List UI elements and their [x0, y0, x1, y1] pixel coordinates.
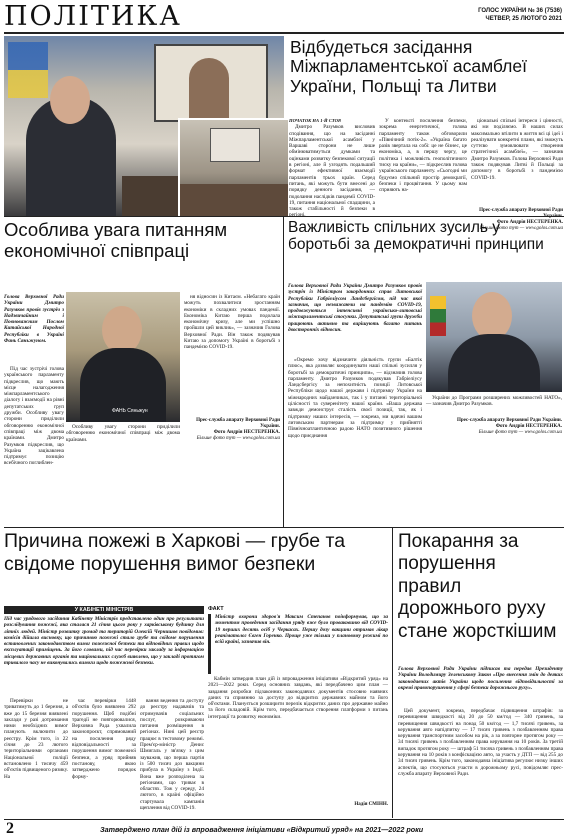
speaker-head [50, 76, 90, 124]
masthead-rule [4, 32, 564, 34]
a1-text-1: Дмитро Разумков висловив сподівання, що на засіданні Міжпарламентської асамблеї у Варшаві сторони не лише обмінюватимуться думками та оцінками розвитку безпекової ситуації в регіоні, але й узгодять подальший формат ефективної взаємодії парламентів трьох країн. Серед питань, які можуть бути внесені до порядку денного засідання, — подолання наслідків пандемії COVID-19, питання національної спадщини, а також стабільності й безпеки в [289, 124, 375, 213]
a3-text-right: України до Програми розширених можливостей НАТО», — зазначив Дмитро Разумков. [426, 395, 562, 408]
meeting-screen [210, 128, 260, 162]
minister-head [472, 292, 512, 340]
footer-headline: Затверджено план дій із впровадження ініціативи «Відкритий уряд» на 2021—2022 роки [100, 825, 424, 834]
a5-text: Цей документ, зокрема, передбачає підвищення штрафів: за перевищення швидкості від 20 до 50 км/год — 340 гривень, за перевищення швидкості на понад 50 км/год — 1,7 тисячі гривень, за керування авто напідпитку — 17 тисяч гривень з позбавленням права керування транспортним засобом на рік, а за повторне протягом року — 34 тисячі гривень з позбавленням права керування на 10 років. За третій випадок протягом року — штраф 51 тисяча гривень з позбавленням права керування на 10 років з конфіскацією авто, за участь у ДТП — від 255 до 34 тисяч гривень. Крім того, законодавча ініціатива регулює низку інших аспектів, що стосуються участи в дорожньому русі, повідомляє прес-служба апарату Верховної Ради. [398, 708, 563, 777]
screen-person [189, 58, 229, 118]
flag-left [430, 296, 446, 336]
ambassador-label: ФАНЬ Сяньжун [112, 408, 148, 414]
fact-signature: Надія СМІНН. [354, 802, 388, 807]
a2-text-1b: Особливу увагу сторони приділили обговоренню економічної співпраці між двома країнами. [66, 424, 180, 443]
a5-lead: Голова Верховної Ради України підписав та передав Президенту України Володимиру Зеленському Закон «Про внесення змін до деяких законодавчих актів України щодо посилення відповідальності за окремі правопорушення у сфері безпеки дорожнього руху». [398, 666, 563, 691]
a1-text-2: У контексті посилення безпеки, зокрема енергетичної, голова парламенту також обговорили «Північний потік-2». «Україна багато разів звертала на собі: це не бізнес, це економіка, а, в першу чергу, це політика і можливість геополітичного тиску на країни», — підкреслив голова українського парламенту. «Сьогодні ми будуємо спільний простір демократії, безпеки і процвітання. У цьому нам сприяють на- [379, 118, 467, 194]
ambassador-head [102, 306, 142, 354]
a3-signature: Прес-служба апарату Верховної Ради України. Фото Андрія НЕСТЕРЕНКА. Більше фото тут — www.golos.com.ua [457, 418, 562, 435]
a1-text-3: ціональні спільні інтереси і цінності, які ми поділяємо. В наших силах максимально втілити в життя всі ці ідеї і реалізувати конкретні плани, які зможуть суттєво зумовлювати створення стратегічної асамблеї», — зазначив Дмитро Разумков. Голова Верховної Ради також подякував Литві й Польщі за допомогу в боротьбі з пандемією COVID-19. [471, 118, 563, 181]
footer-rule [4, 819, 564, 820]
a1-column-3 [471, 118, 563, 206]
rubric-cabinet: У КАБІНЕТІ МІНІСТРІВ [4, 606, 204, 614]
divider-bottom [392, 528, 393, 818]
a4-column-1 [4, 698, 68, 798]
a2-column-2 [184, 294, 280, 414]
minister-photo [426, 282, 562, 392]
fact-box [208, 614, 388, 674]
headline-session: Відбудеться засідання Міжпарламентської асамблеї України, Польщі та Литви [290, 37, 527, 96]
fact-label: ФАКТ [208, 606, 224, 612]
flag-shape [8, 42, 48, 98]
headline-traffic: Покарання за порушення правил дорожнього руху стане жорсткішим [398, 531, 557, 642]
a2-column-1 [4, 366, 64, 476]
rule-1 [4, 216, 564, 217]
a4-text-2: час перевірки 1448 об'єктів було виявлено 292 порушення. Щоб подібні трагедії не повторювалися, Верховна Рада ухвалила законопроєкт, спрямований на посилення ряду відповідальності за порушення вимог пожежної безпеки, а уряд прийняв постанову, якою затверджено порядок форму- [72, 698, 136, 780]
ambassador-photo [66, 292, 180, 422]
a4-column-3 [140, 698, 204, 812]
a2-lead: Голова Верховної Ради України Дмитро Разумков провів зустріч з Надзвичайним і Повноважним Послом Китайської Народної Республіки в Україні Фань Сяньжуном. [4, 294, 64, 345]
headline-economy: Особлива увага питанням економічної співпраці [4, 219, 228, 262]
divider-mid [283, 217, 284, 527]
rule-2 [4, 527, 564, 528]
a4-lead: Під час урядового засідання Кабінету Міністрів представлено один про результати розслідування пожежі, яка сталася 21 січня цього року у харківському будинку для літніх людей. Міністр розвитку громад та територій Олексій Чернишов повідомив: комісія дійшла висновку, що причиною пожежі стало грубе та свідоме порушення встановлених законодавством вимог пожежної безпеки та відповідних правил щодо експлуатації приміщень. За його словами, під час перевірки закладу за інформацією місцевих державних органів та національних служб виявлено, що у закладі протягом тривалого часу не виконувались вимоги щодо пожежної безпеки. [4, 616, 204, 667]
a4-column-2 [72, 698, 136, 798]
a2-column-1b [66, 424, 180, 480]
fact-text: Міністр охорони здоров'я Максим Степанов поінформував, що за моментом проведення засідання уряду вже було проваковиню від COVID-19 перших десять осіб у Черкасах. Першу дозу вакцини отримав лікар реаніматолог Євген Горенко. Проще уже тільки у плановому режимі по всій країні, зазначив він. [215, 614, 388, 646]
a5-column [398, 708, 563, 818]
a3-right [426, 395, 562, 419]
a4-text-3: вання ведення та доступу до реєстру надавачів та отримувачів соціальних послуг, розкриваючи питання розміщення в регіонах. Нині цей реєстр працює в тестовому режимі. Прем'єр-міністр Денис Шмигаль у зв'язку з цим зауважив, що перша партія із 500 тисяч доз вакцини прибула в Україну з Індії. Вона вже розподілена за регіонами, що триває в областях. Тож у середу, 24 лютого, в країні офіційно стартувала кампанія щеплення від COVID-19. [140, 698, 204, 812]
a2-signature: Прес-служба апарату Верховної Ради України. Фото Андрія НЕСТЕРЕНКА. Більше фото тут — www.golos.com.ua [196, 418, 280, 441]
a3-lead: Голова Верховної Ради України Дмитро Разумков провів зустріч із Міністром закордонних справ Литовської Республіки Габріеліусом Ландсбергісом, під час якої зазначив, що незважаючи на пандемію COVID-19, продовжуються інтенсивні українсько-литовські міжпарламентські стосунки. Депутатські групи дружби працюють активно та вирішують багато питань двосторонніх відносин. [288, 283, 422, 334]
a2-text-2: ня відносин із Китаєм. «Небагато країн можуть похвалитися зростанням економіки в складних умовах пандемії. Економіка Китаю перша подолала економічну кризу, але ми успішно пройшли цей виклик», — зазначив Голова Верховної Ради. Він також подякував Китаю за допомогу Україні в боротьбі з пандемією COVID-19. [184, 294, 280, 351]
page-number: 2 [6, 820, 14, 837]
meeting-table [180, 184, 288, 216]
fact-col-text: Кабмін затвердив план дій із впровадження ініціативи «Відкритий уряд» на 2021—2022 роки. Серед основних завдань, які передбачено цим план — завдання розробки підзаконних законодавчих документів стосовно наявних даних та сприянню за доступу до відкритих державних майном та його об'єктами. Планується розширити перелік відкритих даних про державне майно та його складовій. Крім того, передбачається створення платформи з питань інтеграції та розвитку економіки. [208, 676, 388, 720]
a4-text-1: Перевірки не триватимуть до 1 березня, а вже до 15 березня виявлені заклади у разі дотримання ними необхідних вимог планують включити до реєстру. Крім того, із 22 січня до 23 лютого територіальними органами Національної поліції встановлено 1 тисячу 459 об'єктів підвищеного ризику. На [4, 698, 68, 780]
paper-date: ЧЕТВЕР, 25 ЛЮТОГО 2021 [485, 16, 562, 22]
a2-text-1: Під час зустрічі голова українського парламенту підкреслив, що мають місце налагодження міжпарламентського діалогу і взаємодії на рівні депутатських груп дружби. Особливу увагу сторони приділили обговоренню економічної співпраці між двома країнами. Дмитро Разумков підкреслив, що Україна зацікавлена підтримує позицію всебічного поглиблен- [4, 366, 64, 467]
headline-kharkiv: Причина пожежі в Харкові — грубе та свідоме порушення вимог безпеки [4, 530, 346, 575]
minister-suit [448, 334, 540, 392]
section-title: ПОЛІТИКА [4, 1, 182, 32]
paper-issue: ГОЛОС УКРАЇНИ № 36 (7536) [478, 8, 562, 14]
a3-text: «Окремо хочу відзначити діяльність групи «Балтік плюс», яка дозволяє координувати наші спільні зусилля у боротьбі за демократичні принципи», — відзначив голова парламенту. Дмитро Разумков подякував Габріеліусу Ландсбергісу за непохитність позиції Литовської Республіки щодо нашої держави і підтримку України на міжнародних майданчиках, так і у питанні територіальної цілісності та суверенітету нашої країни. «Ваша держава завжди демонструє сталість своєї позиції, так, як і підтримку наших інтересів, — зокрема, ми вдячні вашим литовським партнерам за підтримку у прийнятті Північноатлантичною радою НАТО позитивного рішення щодо приєднання [288, 357, 422, 439]
fact-column [208, 676, 388, 800]
a1-signature: Прес-служба апарату Верховної Ради Фото Андрія НЕСТЕРЕНКА. Більше фото тут — www.golos.com.ua [479, 208, 563, 231]
meeting-photo [178, 118, 290, 218]
headline-democracy: Важливість спільних зусиль у боротьбі за демократичні принципи [288, 219, 544, 254]
a3-column [288, 357, 422, 521]
a1-kicker: ПОЧАТОК НА 1-Й СТОР. [289, 118, 342, 123]
